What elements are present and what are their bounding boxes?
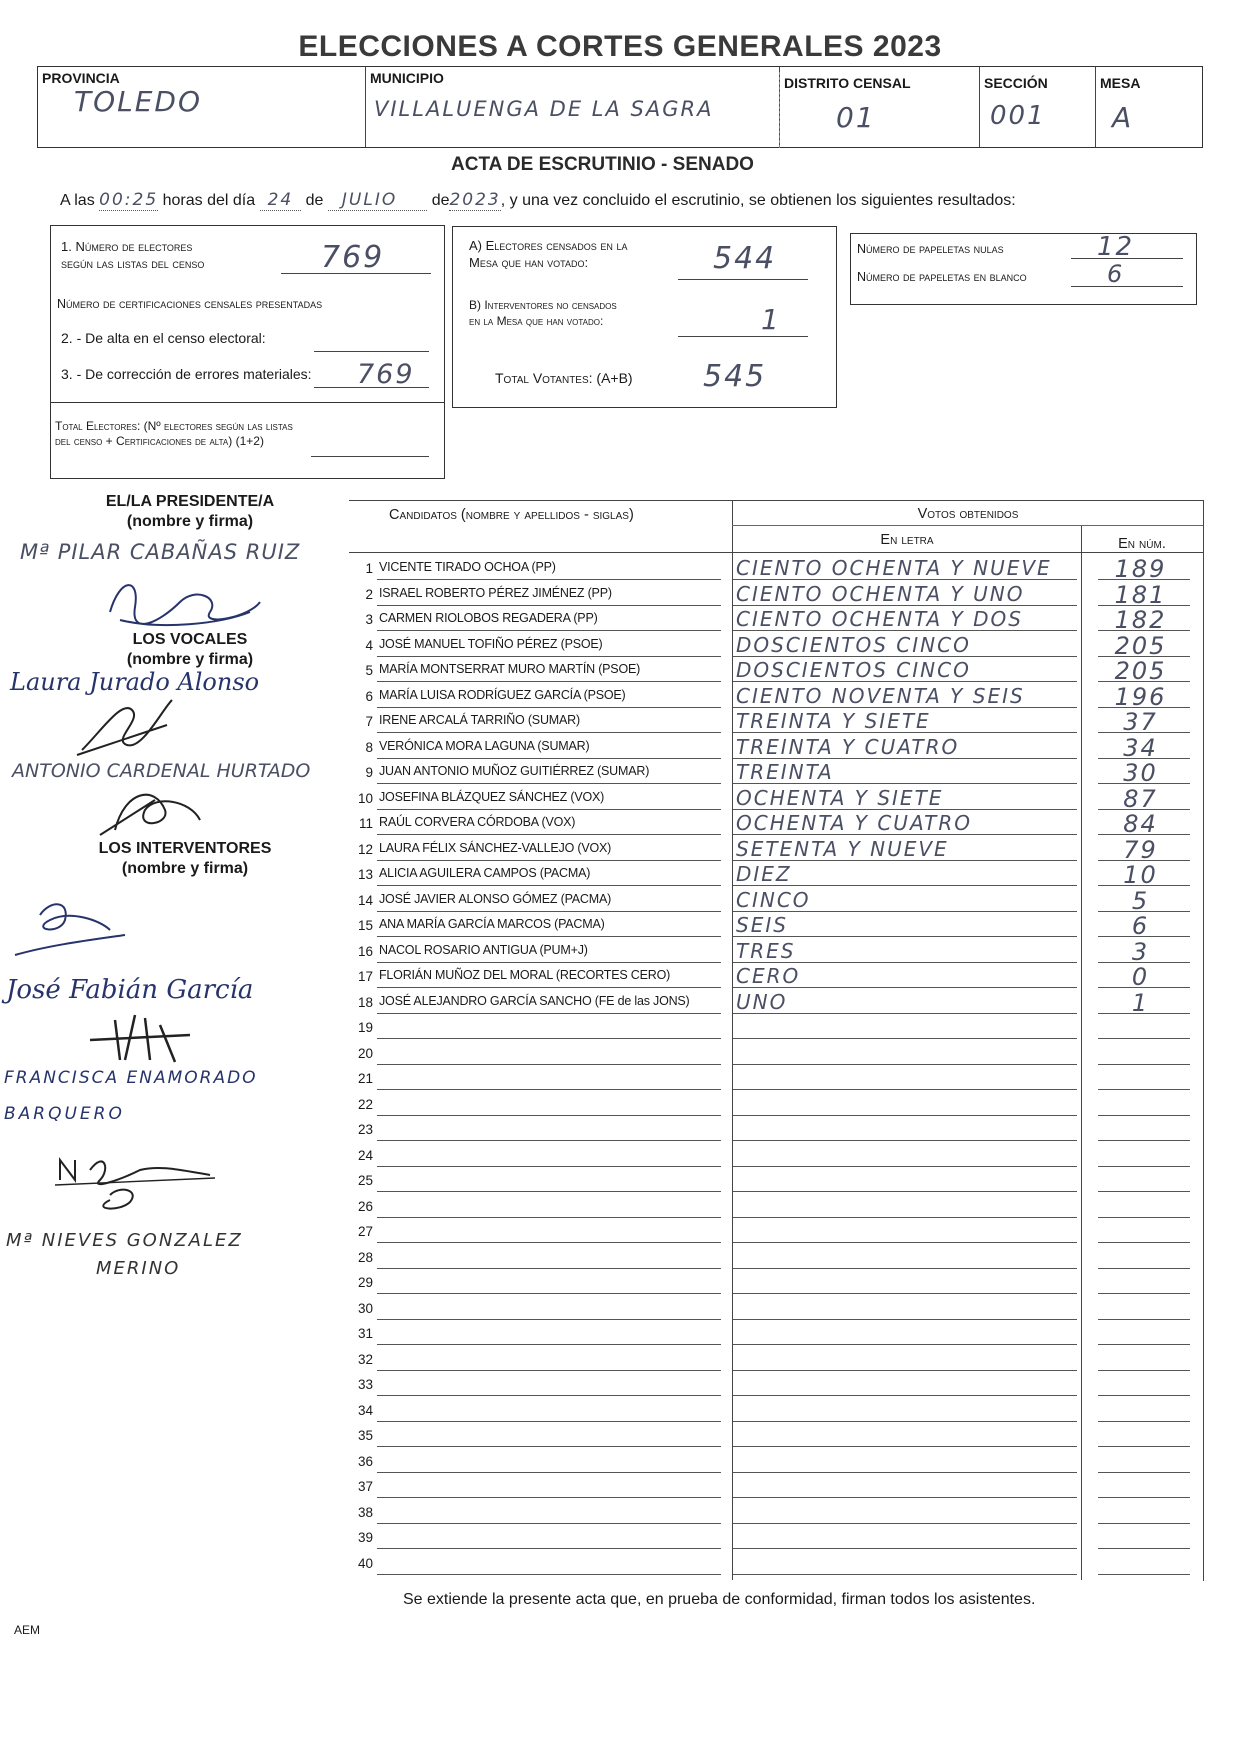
- candidate-name: JOSEFINA BLÁZQUEZ SÁNCHEZ (VOX): [379, 789, 605, 804]
- row-number: 32: [357, 1351, 373, 1367]
- votes-in-numbers: 10: [1123, 861, 1158, 889]
- row-number: 9: [365, 765, 373, 780]
- item1-value: 769: [321, 240, 385, 275]
- table-row: [343, 937, 1203, 966]
- results-table: [343, 500, 1203, 1580]
- intro-de2: de: [431, 192, 450, 209]
- votes-in-numbers: 182: [1114, 606, 1167, 634]
- table-row: [343, 606, 1203, 634]
- mesa-label: MESA: [1100, 75, 1141, 91]
- papeletas-box: [850, 233, 1197, 305]
- header-table: [37, 66, 1203, 148]
- table-row: [343, 708, 1203, 736]
- votes-in-words: SEIS: [736, 913, 788, 937]
- blanco-label: Número de papeletas en blanco: [857, 270, 1027, 284]
- row-number: 4: [365, 637, 373, 653]
- candidate-name: IRENE ARCALÁ TARRIÑO (SUMAR): [379, 713, 580, 727]
- table-row: [343, 1014, 1203, 1039]
- votes-in-words: TREINTA: [736, 760, 834, 784]
- row-number: 16: [357, 943, 373, 959]
- distrito-value: 01: [836, 101, 876, 134]
- candidate-name: LAURA FÉLIX SÁNCHEZ-VALLEJO (VOX): [379, 840, 612, 855]
- row-number: 28: [357, 1249, 373, 1265]
- total-electores-box: [50, 402, 445, 479]
- table-row: [343, 1167, 1203, 1192]
- row-number: 11: [358, 816, 373, 831]
- votes-in-numbers: 1: [1131, 988, 1150, 1017]
- candidate-name: MARÍA MONTSERRAT MURO MARTÍN (PSOE): [379, 662, 641, 676]
- intro-dia: 24: [260, 190, 302, 211]
- mesa-value: A: [1112, 101, 1134, 134]
- row-number: 7: [365, 714, 373, 729]
- int3-name-a: Mª NIEVES GONZALEZ: [6, 1230, 243, 1251]
- candidate-name: JOSÉ ALEJANDRO GARCÍA SANCHO (FE de las JONS): [379, 993, 690, 1008]
- table-row: [343, 682, 1203, 711]
- row-number: 29: [357, 1275, 373, 1290]
- table-row: [343, 1448, 1203, 1473]
- item1-line-b: según las listas del censo: [61, 256, 205, 271]
- table-row: [343, 1040, 1203, 1065]
- table-row: [343, 810, 1203, 838]
- item3-label: 3. - De corrección de errores materiales:: [61, 366, 312, 382]
- vocales-heading: LOS VOCALES: [132, 631, 248, 648]
- votes-in-words: CIENTO OCHENTA Y UNO: [736, 581, 1025, 606]
- b-value: 1: [761, 303, 781, 336]
- intro-hora: 00:25: [99, 190, 159, 210]
- item2-label: 2. - De alta en el censo electoral:: [61, 330, 266, 346]
- votes-in-words: DIEZ: [736, 862, 792, 886]
- votes-in-numbers: 87: [1123, 784, 1158, 813]
- row-number: 22: [357, 1096, 373, 1112]
- votantes-box: [452, 226, 837, 408]
- distrito-cell: [780, 67, 980, 147]
- row-number: 19: [357, 1020, 373, 1035]
- row-number: 36: [357, 1453, 373, 1469]
- row-number: 17: [357, 969, 373, 984]
- candidate-name: ISRAEL ROBERTO PÉREZ JIMÉNEZ (PP): [379, 585, 612, 600]
- candidate-name: ALICIA AGUILERA CAMPOS (PACMA): [379, 866, 591, 880]
- int1-signature: [10, 895, 130, 970]
- a-line-b: Mesa que han votado:: [469, 255, 589, 270]
- votes-in-numbers: 5: [1131, 886, 1150, 915]
- votes-in-numbers: 205: [1114, 657, 1167, 685]
- votes-in-numbers: 189: [1114, 555, 1167, 583]
- candidate-name: MARÍA LUISA RODRÍGUEZ GARCÍA (PSOE): [379, 687, 626, 702]
- results-subheader-line: [732, 525, 1203, 526]
- col-votos: Votos obtenidos: [917, 506, 1019, 522]
- table-row: [343, 912, 1203, 940]
- header-dashed-divider: [779, 72, 781, 148]
- row-number: 38: [357, 1504, 373, 1520]
- votes-in-words: CIENTO NOVENTA Y SEIS: [736, 683, 1025, 708]
- candidate-name: RAÚL CORVERA CÓRDOBA (VOX): [379, 815, 576, 829]
- blanco-value: 6: [1107, 260, 1125, 288]
- table-row: [343, 835, 1203, 864]
- votes-in-numbers: 196: [1114, 682, 1167, 711]
- row-number: 3: [365, 612, 373, 627]
- row-number: 23: [357, 1122, 373, 1137]
- intro-line: [60, 190, 1016, 210]
- municipio-label: MUNICIPIO: [370, 70, 444, 86]
- table-row: [343, 1142, 1203, 1167]
- intro-de: de: [305, 192, 324, 209]
- seccion-label: SECCIÓN: [984, 75, 1048, 91]
- item1-label: [61, 238, 204, 272]
- row-number: 24: [357, 1147, 373, 1163]
- table-row: [343, 1295, 1203, 1320]
- votes-in-words: TRES: [736, 938, 796, 963]
- a-underline: [678, 279, 808, 280]
- table-row: [343, 1397, 1203, 1422]
- row-number: 5: [365, 663, 373, 678]
- row-number: 35: [357, 1428, 373, 1443]
- votes-in-words: CIENTO OCHENTA Y DOS: [736, 607, 1023, 631]
- intro-horas-del-dia: horas del día: [162, 192, 256, 209]
- candidate-name: VICENTE TIRADO OCHOA (PP): [379, 560, 556, 574]
- int2-name-b: BARQUERO: [4, 1104, 125, 1124]
- row-number: 15: [357, 918, 373, 933]
- row-number: 31: [357, 1326, 373, 1341]
- item1-line-a: 1. Número de electores: [61, 239, 193, 254]
- a-value: 544: [713, 241, 777, 276]
- intro-tail: , y una vez concluido el escrutinio, se obtienen los siguientes resultados:: [500, 192, 1016, 209]
- a-label: [469, 237, 628, 271]
- row-number: 2: [365, 586, 373, 602]
- nulas-label: Número de papeletas nulas: [857, 242, 1004, 256]
- votes-in-numbers: 37: [1123, 708, 1158, 736]
- candidate-name: ANA MARÍA GARCÍA MARCOS (PACMA): [379, 917, 605, 931]
- presidente-signature: [100, 572, 270, 637]
- intro-a-las: A las: [60, 192, 95, 209]
- interventores-sub: (nombre y firma): [121, 860, 249, 877]
- mesa-cell: [1096, 67, 1202, 147]
- votes-in-words: UNO: [736, 989, 788, 1014]
- row-number: 34: [357, 1402, 373, 1418]
- row-number: 10: [357, 790, 373, 806]
- table-row: [343, 1371, 1203, 1396]
- row-rule: [1098, 1574, 1190, 1575]
- presidente-heading: EL/LA PRESIDENTE/A: [105, 493, 275, 510]
- vocal1-signature: [72, 690, 182, 765]
- interventores-heading: LOS INTERVENTORES: [98, 840, 272, 857]
- b-label: [469, 297, 617, 329]
- table-row: [343, 1193, 1203, 1218]
- row-number: 30: [357, 1300, 373, 1316]
- row-number: 14: [357, 892, 373, 908]
- distrito-label: DISTRITO CENSAL: [784, 75, 911, 91]
- b-line-a: B) Interventores no censados: [469, 298, 617, 312]
- row-number: 8: [365, 739, 373, 755]
- table-row: [343, 657, 1203, 685]
- table-row: [343, 886, 1203, 915]
- votes-in-numbers: 181: [1114, 580, 1167, 609]
- votes-in-numbers: 30: [1123, 759, 1158, 787]
- row-rule: [733, 1574, 1077, 1575]
- votes-in-words: OCHENTA Y CUATRO: [736, 811, 973, 835]
- row-number: 33: [357, 1377, 373, 1392]
- table-row: [343, 1550, 1203, 1575]
- row-number: 37: [357, 1479, 373, 1494]
- row-number: 26: [357, 1198, 373, 1214]
- total-electores-line-b: del censo + Certificaciones de alta) (1+2): [55, 434, 264, 448]
- int2-signature: [90, 1010, 190, 1070]
- table-row: [343, 555, 1203, 583]
- table-row: [343, 1473, 1203, 1498]
- votes-in-words: TREINTA Y CUATRO: [736, 734, 960, 759]
- row-number: 6: [365, 688, 373, 704]
- votes-in-numbers: 6: [1131, 912, 1150, 940]
- int3-name-b: MERINO: [96, 1258, 181, 1279]
- item2-underline: [314, 351, 429, 352]
- votes-in-words: DOSCIENTOS CINCO: [736, 658, 971, 682]
- acta-title: ACTA DE ESCRUTINIO - SENADO: [451, 154, 754, 175]
- table-row: [343, 1524, 1203, 1549]
- presidente-name: Mª PILAR CABAÑAS RUIZ: [20, 540, 301, 564]
- candidate-name: FLORIÁN MUÑOZ DEL MORAL (RECORTES CERO): [379, 968, 671, 982]
- vocal1-name: Laura Jurado Alonso: [10, 668, 260, 696]
- votes-in-numbers: 84: [1123, 810, 1158, 838]
- table-row: [343, 1422, 1203, 1447]
- votes-in-numbers: 0: [1131, 963, 1150, 991]
- table-row: [343, 733, 1203, 762]
- votes-in-words: DOSCIENTOS CINCO: [736, 632, 971, 657]
- table-row: [343, 1218, 1203, 1243]
- candidate-name: CARMEN RIOLOBOS REGADERA (PP): [379, 611, 598, 625]
- candidate-name: JOSÉ JAVIER ALONSO GÓMEZ (PACMA): [379, 891, 612, 906]
- row-number: 21: [357, 1071, 373, 1086]
- provincia-cell: [38, 67, 366, 147]
- row-number: 20: [357, 1045, 373, 1061]
- b-underline: [678, 336, 808, 337]
- votes-in-words: CERO: [736, 964, 801, 988]
- votes-in-words: TREINTA Y SIETE: [736, 709, 931, 733]
- col-num: En núm.: [1118, 536, 1166, 552]
- municipio-value: VILLALUENGA DE LA SAGRA: [374, 97, 714, 121]
- table-row: [343, 988, 1203, 1017]
- row-number: 25: [357, 1173, 373, 1188]
- row-number: 27: [357, 1224, 373, 1239]
- votes-in-words: OCHENTA Y SIETE: [736, 785, 944, 810]
- b-line-b: en la Mesa que han votado:: [469, 314, 604, 328]
- provincia-label: PROVINCIA: [42, 70, 120, 86]
- total-electores-label: [55, 419, 293, 449]
- results-header-bottom: [349, 552, 1203, 553]
- intro-mes: JULIO: [328, 190, 427, 211]
- a-line-a: A) Electores censados en la: [469, 238, 628, 253]
- footer-text: Se extiende la presente acta que, en prueba de conformidad, firman todos los asistentes.: [403, 1591, 1036, 1608]
- municipio-cell: [366, 67, 780, 147]
- table-row: [343, 1116, 1203, 1141]
- corner-code: AEM: [14, 1623, 41, 1637]
- table-row: [343, 759, 1203, 787]
- votes-in-numbers: 3: [1131, 937, 1150, 966]
- votes-in-numbers: 34: [1123, 733, 1158, 762]
- provincia-value: TOLEDO: [74, 85, 203, 118]
- row-number: 12: [357, 841, 373, 857]
- candidate-name: NACOL ROSARIO ANTIGUA (PUM+J): [379, 942, 588, 957]
- int1-name: José Fabián García: [6, 975, 254, 1005]
- int3-signature: [50, 1140, 220, 1225]
- row-number: 39: [357, 1530, 373, 1545]
- row-rule: [377, 1574, 721, 1575]
- table-row: [343, 1244, 1203, 1269]
- table-row: [343, 1346, 1203, 1371]
- total-electores-line-a: Total Electores: (Nº electores según las listas: [55, 419, 293, 433]
- table-row: [343, 631, 1203, 660]
- candidate-name: JOSÉ MANUEL TOFIÑO PÉREZ (PSOE): [379, 636, 603, 651]
- table-row: [343, 861, 1203, 889]
- row-number: 13: [357, 867, 373, 882]
- nulas-value: 12: [1097, 232, 1135, 262]
- candidate-name: VERÓNICA MORA LAGUNA (SUMAR): [379, 738, 590, 753]
- electores-box: [50, 225, 445, 403]
- presidente-sub: (nombre y firma): [126, 513, 254, 530]
- item3-value: 769: [357, 359, 415, 390]
- total-votantes-label: Total Votantes: (A+B): [495, 370, 633, 386]
- table-row: [343, 1269, 1203, 1294]
- vocales-sub: (nombre y firma): [126, 651, 254, 668]
- votes-in-numbers: 205: [1114, 631, 1167, 660]
- row-number: 1: [365, 561, 373, 576]
- row-number: 40: [357, 1555, 373, 1571]
- table-row: [343, 1065, 1203, 1090]
- seccion-cell: [980, 67, 1096, 147]
- intro-anio: 2023: [449, 190, 501, 210]
- document-title: ELECCIONES A CORTES GENERALES 2023: [298, 30, 942, 63]
- table-row: [343, 1091, 1203, 1116]
- col-candidatos: Candidatos (nombre y apellidos - siglas): [389, 507, 634, 523]
- blanco-underline: [1071, 286, 1183, 287]
- col-letra: En letra: [880, 532, 934, 548]
- cert-label: Número de certificaciones censales presentadas: [57, 297, 323, 311]
- vocal2-name: ANTONIO CARDENAL HURTADO: [12, 760, 311, 782]
- table-row: [343, 580, 1203, 609]
- votes-in-words: CIENTO OCHENTA Y NUEVE: [736, 556, 1052, 580]
- candidate-name: JUAN ANTONIO MUÑOZ GUITIÉRREZ (SUMAR): [379, 764, 650, 778]
- int2-name-a: FRANCISCA ENAMORADO: [4, 1068, 258, 1088]
- vocal2-signature: [95, 780, 215, 845]
- total-votantes-value: 545: [703, 359, 767, 394]
- seccion-value: 001: [990, 101, 1046, 131]
- total-electores-underline: [311, 456, 429, 457]
- table-row: [343, 1320, 1203, 1345]
- votes-in-words: SETENTA Y NUEVE: [736, 836, 949, 861]
- votes-in-words: CINCO: [736, 887, 811, 912]
- table-row: [343, 963, 1203, 991]
- table-row: [343, 784, 1203, 813]
- table-row: [343, 1499, 1203, 1524]
- row-number: 18: [357, 994, 373, 1010]
- votes-in-numbers: 79: [1123, 835, 1158, 864]
